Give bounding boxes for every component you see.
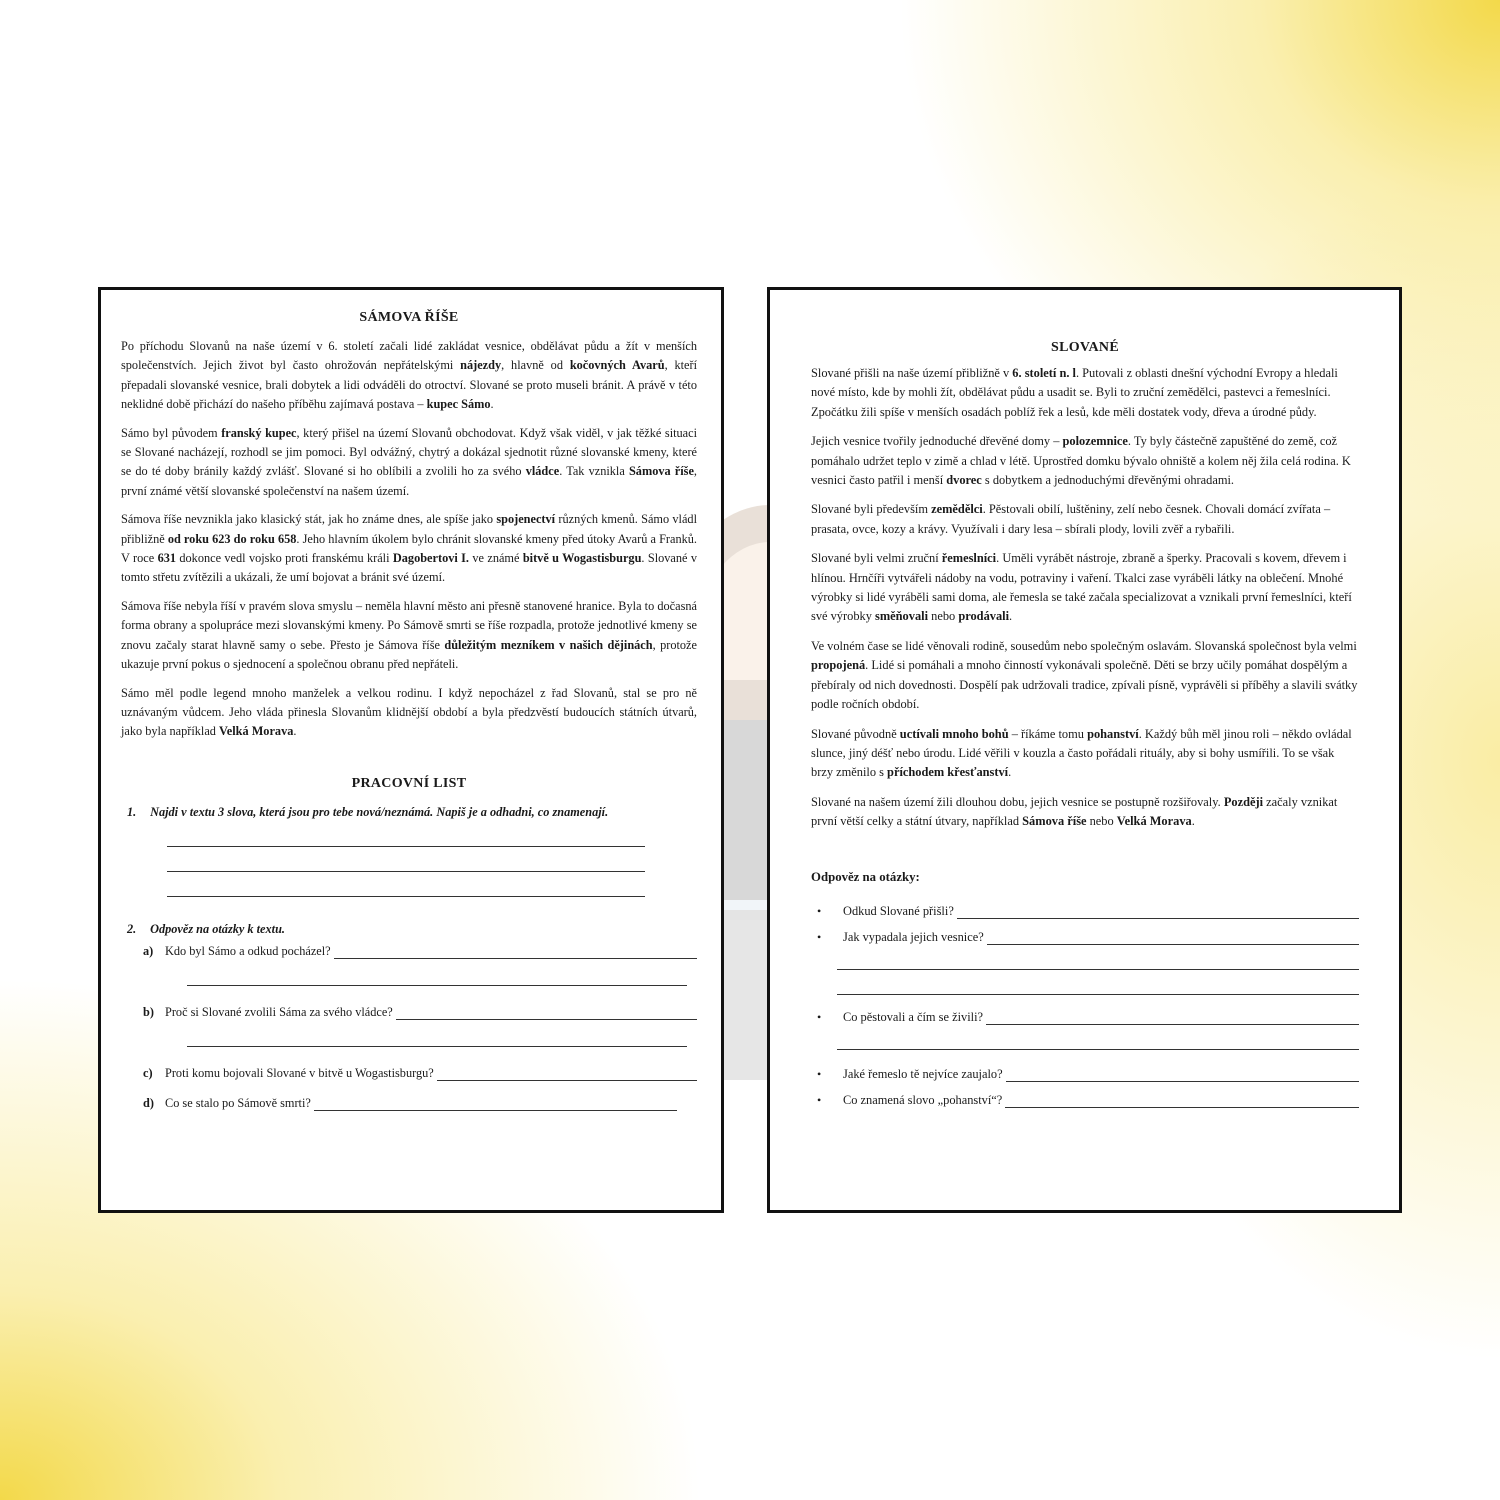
bold-term: franský kupec <box>221 425 297 440</box>
bold-term: prodávali <box>958 609 1010 624</box>
task-number: 1. <box>127 804 137 819</box>
bullet-icon: • <box>817 903 822 918</box>
text-run: , který přišel na území Slovanů obchodovat. Když však viděl, v jak těžké situaci se Slované nacházejí, rozhodl se jim pomoci. Byl odvážný, chytrý a dokázal sjednotit různé slovanské kmeny, které se do té doby bránily každý zvlášť. Slované si ho oblíbili a zvolili ho za svého <box>121 425 698 479</box>
task-text: Najdi v textu 3 slova, která jsou pro tebe nová/neznámá. Napiš je a odhadni, co znamenají. <box>150 804 609 819</box>
text-run: . <box>293 724 297 739</box>
question-item <box>811 899 1359 919</box>
text-run: . Putovali z oblasti dnešní východní Evropy a hledali nové místo, kde by mohli žít, obdělávat půdu a usadit se. Byli to zruční zemědělci, pastevci a řemeslníci. Zpočátku žili spíše v menších osadách poblíž řek a lesů, kde měli dostatek vody, dřeva a úrodné půdy. <box>811 366 1338 419</box>
paragraph <box>811 793 1359 832</box>
bold-term: důležitým mezníkem v našich dějinách <box>444 637 653 652</box>
task-number: 2. <box>127 921 137 936</box>
page-title: SÁMOVA ŘÍŠE <box>359 310 459 325</box>
answer-line[interactable] <box>167 872 645 897</box>
bold-term: Později <box>1223 794 1264 809</box>
samova-rise-worksheet <box>98 287 724 1213</box>
paragraph <box>121 510 697 588</box>
text-run: . Pěstovali obilí, luštěniny, zelí nebo česnek. Chovali domácí zvířata – prasata, ovce, kozy a krávy. Využívali i dary lesa – sbírali plody, lovili zvěř a rybařili. <box>811 502 1331 536</box>
answer-line[interactable] <box>187 1020 687 1047</box>
paragraph <box>811 549 1359 627</box>
question-text: Co se stalo po Sámově smrti? <box>165 1095 311 1110</box>
worksheet-title: PRACOVNÍ LIST <box>351 775 467 791</box>
question-item <box>811 1088 1359 1108</box>
text-run: . Lidé si pomáhali a mnoho činností vykonávali společně. Děti se brzy učily pomáhat dospělým a přebíraly od nich dovednosti. Dospělí pak udržovali tradice, zpívali písně, vyprávěli si příběhy a slavili svátky podle ročních období. <box>811 658 1358 712</box>
page-title: SLOVANÉ <box>1051 340 1119 355</box>
bold-term: nájezdy <box>460 358 502 373</box>
question-text: Co pěstovali a čím se živili? <box>843 1009 984 1024</box>
question-text: Proč si Slované zvolili Sáma za svého vládce? <box>165 1004 393 1019</box>
question-a <box>143 939 697 959</box>
paragraph <box>811 637 1359 715</box>
bold-term: pohanství <box>1087 726 1139 741</box>
text-run: nebo <box>928 609 959 624</box>
task-1 <box>121 802 697 822</box>
slovane-worksheet <box>767 287 1402 1213</box>
answer-line[interactable] <box>334 945 697 959</box>
text-run: . Uměli vyrábět nástroje, zbraně a šperky. Pracovali s kovem, dřevem i hlínou. Hrnčíři vytvářeli nádoby na vodu, potraviny i vaření. Tkalci zase vyráběli látky na oblečení. Mnohé výrobky si lidé vyráběli sami doma, ale řemesla se také začala specializovat a vznikali první řemeslníci, kteří své výrobky <box>811 551 1352 624</box>
answer-line[interactable] <box>1005 1094 1359 1108</box>
text-run: Slované na našem území žili dlouhou dobu, jejich vesnice se postupně rozšiřovaly. <box>811 794 1224 809</box>
text-run: Po příchodu Slovanů na naše území v 6. století začali lidé zakládat vesnice, obdělávat půdu a žít v menších společenstvích. Jejich život byl často ohrožován nepřátelskými <box>121 339 697 373</box>
answer-line[interactable] <box>1006 1068 1359 1082</box>
text-run: Slované byli velmi zruční <box>811 551 942 566</box>
question-b <box>143 1000 697 1020</box>
task-text: Odpověz na otázky k textu. <box>150 921 285 936</box>
bold-term: 6. století n. l <box>1012 366 1076 380</box>
bold-term: polozemnice <box>1062 434 1128 449</box>
bullet-icon: • <box>817 929 822 944</box>
text-run: různých kmenů. Sámo vládl přibližně <box>121 512 697 546</box>
text-run: Sámova říše nevznikla jako klasický stát, jak ho známe dnes, ale spíše jako <box>121 512 497 527</box>
bold-term: kupec Sámo <box>426 397 491 412</box>
text-run: . <box>1191 814 1195 829</box>
question-letter: a) <box>143 943 154 958</box>
paragraph <box>811 725 1359 783</box>
paragraph <box>121 597 697 675</box>
text-run: Slované přišli na naše území přibližně v <box>811 366 1013 380</box>
bold-term: dvorec <box>946 473 982 488</box>
paragraph <box>121 684 697 742</box>
question-text: Jaké řemeslo tě nejvíce zaujalo? <box>843 1066 1003 1081</box>
text-run: . <box>1009 609 1013 624</box>
answer-line[interactable] <box>167 847 645 872</box>
question-text: Jak vypadala jejich vesnice? <box>843 929 984 944</box>
paragraph <box>121 424 697 502</box>
bold-term: řemeslníci <box>941 551 997 566</box>
answer-line[interactable] <box>437 1067 697 1081</box>
answer-line[interactable] <box>187 959 687 986</box>
bold-term: 631 <box>157 551 177 566</box>
question-item <box>811 1062 1359 1082</box>
text-run: dokonce vedl vojsko proti franskému králi <box>176 551 393 566</box>
question-letter: d) <box>143 1095 154 1110</box>
answer-line[interactable] <box>837 945 1359 970</box>
bold-term: uctívali mnoho bohů <box>899 726 1009 741</box>
text-run: . <box>1008 765 1012 780</box>
bold-term: směňovali <box>875 609 929 624</box>
text-run: . Jeho hlavním úkolem bylo chránit slovanské kmeny před útoky Avarů a Franků. V roce <box>121 531 697 566</box>
questions-heading: Odpověz na otázky: <box>811 869 920 884</box>
text-run: začaly vznikat první větší celky a státní útvary, například <box>811 794 1338 829</box>
paragraph <box>121 337 697 415</box>
text-run: Sámo měl podle legend mnoho manželek a velkou rodinu. I když nepocházel z řad Slovanů, stal se pro ně uznávaným vůdcem. Jeho vláda přinesla Slovanům klidnější období a byla předzvěstí budoucích státních útvarů, jako byla například <box>121 685 697 739</box>
bold-term: Velká Morava <box>1116 814 1192 829</box>
answer-line[interactable] <box>987 931 1359 945</box>
question-d <box>143 1091 697 1111</box>
text-run: , první známé větší slovanské společenství na našem území. <box>121 464 697 498</box>
answer-line[interactable] <box>314 1097 677 1111</box>
question-text: Odkud Slované přišli? <box>843 903 954 918</box>
text-run: Sámo byl původem <box>121 425 222 440</box>
question-letter: c) <box>143 1065 153 1080</box>
bold-term: propojená <box>811 658 866 673</box>
text-run: . <box>490 397 494 412</box>
text-run: , kteří přepadali slovanské vesnice, brali dobytek a lidi odváděli do otroctví. Slované se proto museli bránit. A právě v této neklidné době přichází do našeho příběhu zajímavá postava – <box>121 358 698 412</box>
bullet-icon: • <box>817 1009 822 1024</box>
bold-term: Sámova říše <box>628 464 694 479</box>
bold-term: Sámova říše <box>1022 814 1087 829</box>
text-run: Slované původně <box>811 726 900 741</box>
text-run: . Tak vznikla <box>559 464 629 479</box>
question-text: Co znamená slovo „pohanství“? <box>843 1092 1003 1107</box>
question-item <box>811 925 1359 945</box>
text-run: Slované byli především <box>811 502 932 517</box>
paragraph <box>811 364 1359 422</box>
bold-term: Velká Morava <box>219 724 294 739</box>
bullet-icon: • <box>817 1066 822 1081</box>
answer-line[interactable] <box>167 822 645 847</box>
text-run: . Slované v tomto střetu zvítězili a ukázali, že umí bojovat a bránit své území. <box>121 551 697 585</box>
question-c <box>143 1061 697 1081</box>
text-run: . Ty byly částečně zapuštěné do země, což pomáhalo udržet teplo v zimě a chlad v létě. Uprostřed domku bývalo ohniště a kolem něj žila celá rodina. K vesnici často patřil i menší <box>811 434 1351 488</box>
bullet-icon: • <box>817 1092 822 1107</box>
question-text: Kdo byl Sámo a odkud pocházel? <box>165 943 331 958</box>
question-text: Proti komu bojovali Slované v bitvě u Wogastisburgu? <box>165 1065 434 1080</box>
answer-line[interactable] <box>957 905 1359 919</box>
text-run: Sámova říše nebyla říší v pravém slova smyslu – neměla hlavní město ani přesně stanovené hranice. Byla to dočasná forma obrany a spolupráce mezi slovanskými kmeny. Po Sámově smrti se říše rozpadla, protože jednotlivé kmeny se znovu začaly starat hlavně samy o sebe. Přesto je Sámova říše <box>121 598 697 652</box>
paragraph <box>811 432 1359 490</box>
text-run: s dobytkem a jednoduchými dřevěnými ohradami. <box>981 473 1235 488</box>
bold-term: Dagobertovi I. <box>392 551 470 566</box>
bold-term: bitvě u Wogastisburgu <box>522 551 642 566</box>
answer-line[interactable] <box>986 1011 1359 1025</box>
question-letter: b) <box>143 1004 154 1019</box>
question-item <box>811 1005 1359 1025</box>
text-run: . Každý bůh měl jinou roli – někdo ovládal slunce, jiný déšť nebo úrodu. Lidé věřili v kouzla a často pořádali rituály, aby si bohy usmířili. To se však brzy změnilo s <box>811 726 1352 780</box>
answer-line[interactable] <box>396 1006 697 1020</box>
text-run: Ve volném čase se lidé věnovali rodině, sousedům nebo společným oslavám. Slovanská společnost byla velmi <box>811 638 1357 653</box>
text-run: nebo <box>1086 814 1117 829</box>
bold-term: kočovných Avarů <box>569 358 665 373</box>
bold-term: příchodem křesťanství <box>887 765 1009 780</box>
text-run: ve známé <box>469 551 523 566</box>
task-2 <box>121 919 697 939</box>
bold-term: zemědělci <box>931 502 983 517</box>
bold-term: spojenectví <box>496 512 556 527</box>
bold-term: vládce <box>525 464 560 479</box>
text-run: , hlavně od <box>501 358 570 373</box>
text-run: – říkáme tomu <box>1008 726 1088 741</box>
text-run: Jejich vesnice tvořily jednoduché dřevěné domy – <box>811 434 1063 449</box>
bold-term: od roku 623 do roku 658 <box>167 531 297 546</box>
text-run: , protože ukazuje první pokus o sjednocení a společnou obranu před nepřáteli. <box>121 637 697 672</box>
answer-line[interactable] <box>837 1025 1359 1050</box>
paragraph <box>811 500 1359 539</box>
answer-line[interactable] <box>837 970 1359 995</box>
